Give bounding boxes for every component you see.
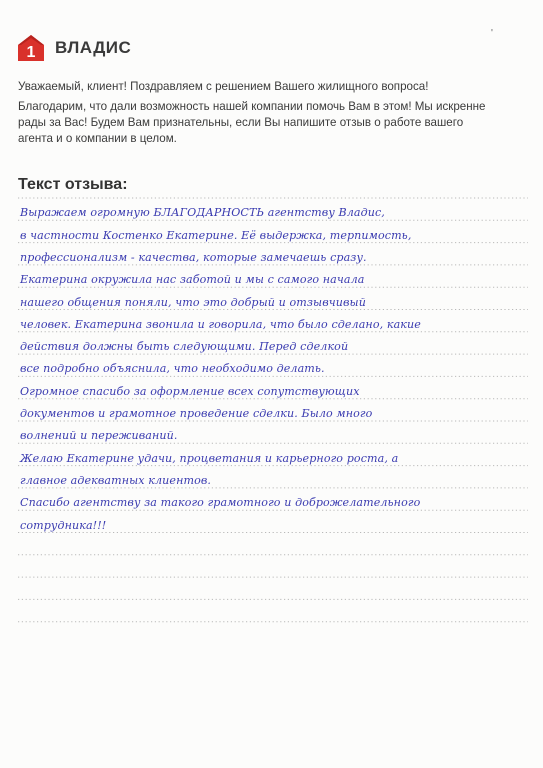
- handwritten-line: Выражаем огромную БЛАГОДАРНОСТЬ агентству Владис,: [20, 206, 385, 220]
- handwritten-line: нашего общения поняли, что это добрый и отзывчивый: [20, 295, 366, 309]
- handwritten-line: главное адекватных клиентов.: [20, 473, 212, 487]
- handwritten-line: профессионализм - качества, которые замечаешь сразу.: [20, 250, 367, 264]
- handwritten-line: Спасибо агентству за такого грамотного и доброжелательного: [20, 496, 421, 510]
- handwritten-line: человек. Екатерина звонила и говорила, что было сделано, какие: [20, 317, 421, 331]
- intro-paragraph: Благодарим, что дали возможность нашей компании помочь Вам в этом! Мы искренне рады за Вас! Будем Вам признательны, если Вы напишите отзыв о работе вашего агента и о компании в целом.: [18, 100, 486, 145]
- handwritten-line: Желаю Екатерине удачи, процветания и карьерного роста, а: [20, 451, 399, 465]
- handwritten-line: действия должны быть следующими. Перед сделкой: [20, 340, 349, 354]
- logo-digit: 1: [26, 44, 36, 61]
- handwritten-line: документов и грамотное проведение сделки. Было много: [20, 407, 373, 420]
- handwritten-line: в частности Костенко Екатерине. Её выдержка, терпимость,: [20, 228, 412, 242]
- handwritten-line: Екатерина окружила нас заботой и мы с самого начала: [20, 273, 365, 287]
- review-label: Текст отзыва:: [18, 176, 128, 193]
- corner-mark: ': [491, 28, 493, 39]
- intro-greeting: Уважаемый, клиент! Поздравляем с решением Вашего жилищного вопроса!: [18, 80, 429, 93]
- handwritten-line: волнений и переживаний.: [20, 429, 178, 443]
- handwritten-line: Огромное спасибо за оформление всех сопутствующих: [20, 384, 360, 398]
- handwritten-line: все подробно объяснила, что необходимо делать.: [20, 362, 325, 376]
- brand-name: ВЛАДИС: [55, 38, 132, 57]
- handwritten-line: сотрудника!!!: [20, 518, 107, 532]
